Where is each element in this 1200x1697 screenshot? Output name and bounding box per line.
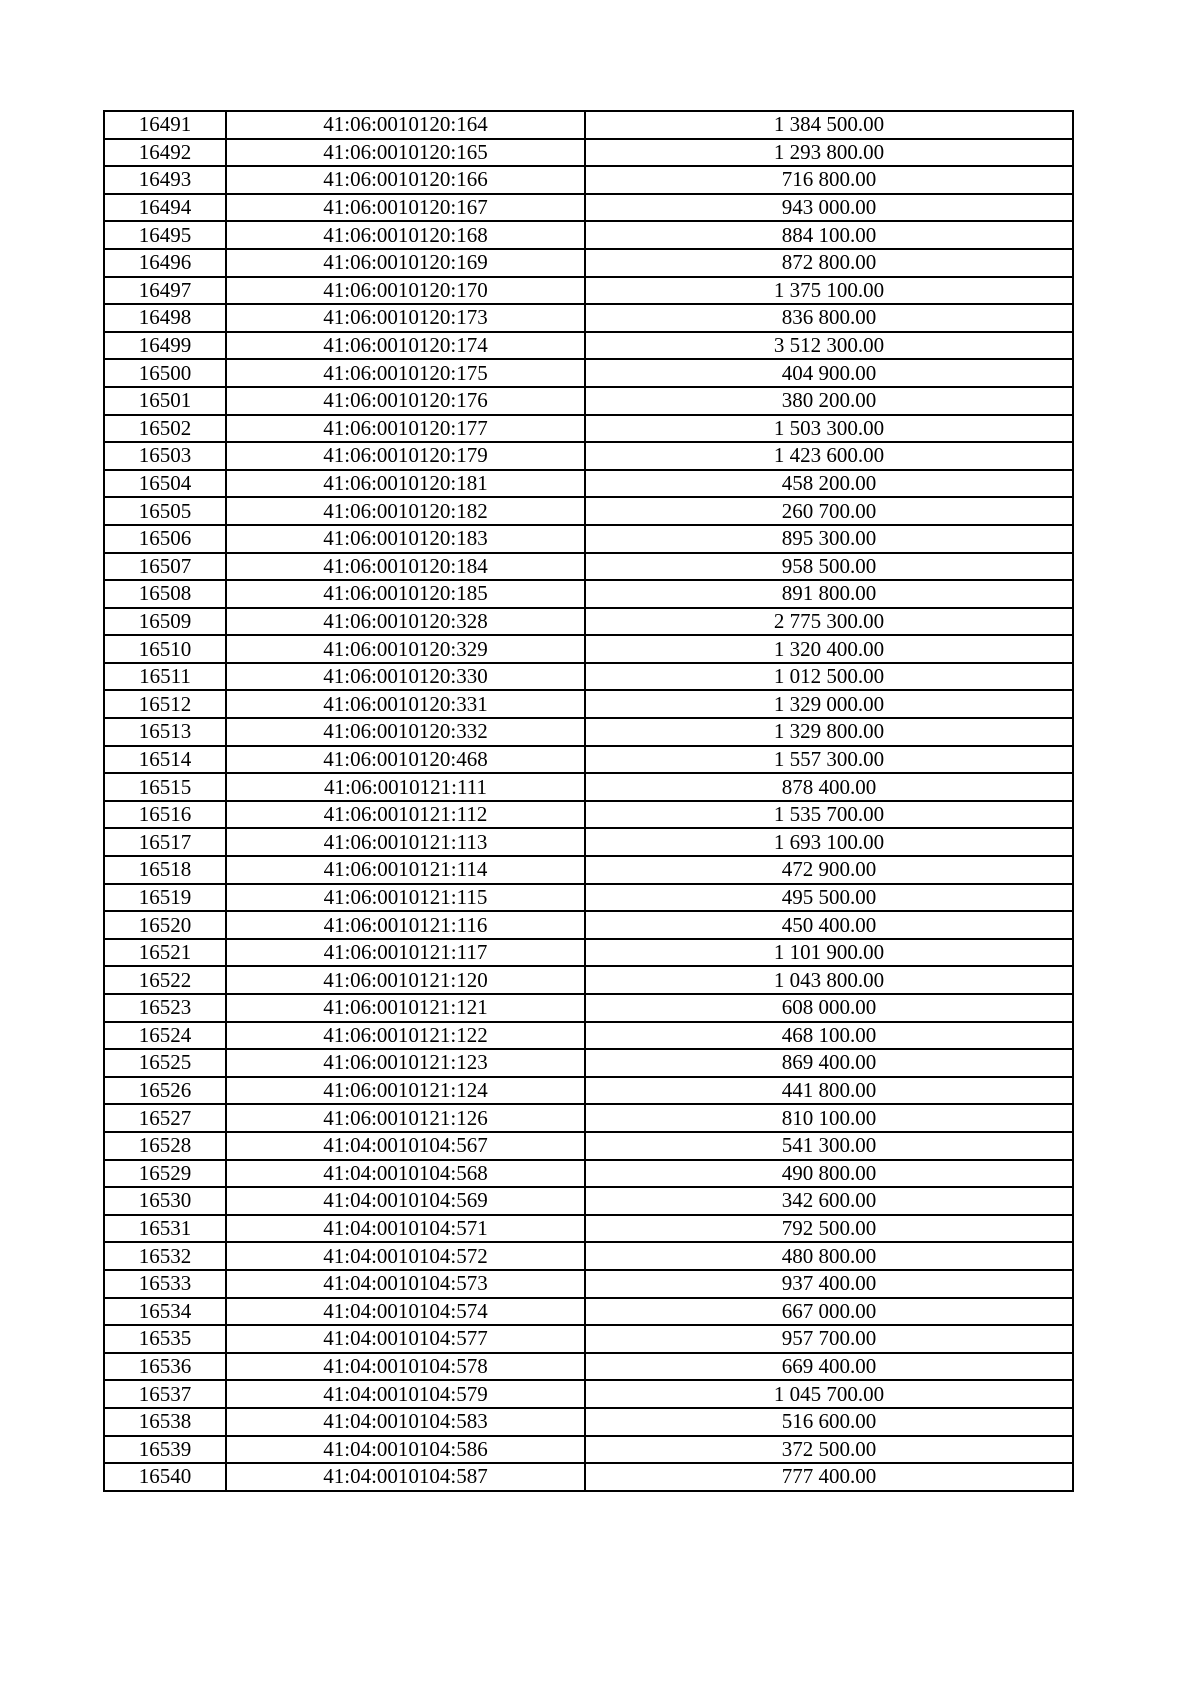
- table-row: [104, 221, 1073, 249]
- cadastral-number-cell: 41:06:0010120:164: [226, 111, 585, 139]
- table-row: [104, 1132, 1073, 1160]
- cadastral-value-cell: 480 800.00: [585, 1242, 1073, 1270]
- cadastral-number-cell: 41:06:0010120:169: [226, 249, 585, 277]
- cadastral-number-cell: 41:04:0010104:569: [226, 1187, 585, 1215]
- cadastral-value-cell: 836 800.00: [585, 304, 1073, 332]
- row-number-cell: 16533: [104, 1270, 226, 1298]
- row-number-cell: 16498: [104, 304, 226, 332]
- cadastral-value-cell: 792 500.00: [585, 1215, 1073, 1243]
- cadastral-value-cell: 869 400.00: [585, 1049, 1073, 1077]
- cadastral-number-cell: 41:04:0010104:574: [226, 1298, 585, 1326]
- row-number-cell: 16514: [104, 746, 226, 774]
- table-row: [104, 111, 1073, 139]
- cadastral-number-cell: 41:04:0010104:567: [226, 1132, 585, 1160]
- cadastral-number-cell: 41:04:0010104:568: [226, 1160, 585, 1188]
- cadastral-value-cell: 260 700.00: [585, 497, 1073, 525]
- cadastral-number-cell: 41:06:0010120:183: [226, 525, 585, 553]
- table-row: [104, 166, 1073, 194]
- cadastral-value-cell: 891 800.00: [585, 580, 1073, 608]
- cadastral-value-cell: 380 200.00: [585, 387, 1073, 415]
- cadastral-number-cell: 41:06:0010120:332: [226, 718, 585, 746]
- cadastral-value-cell: 472 900.00: [585, 856, 1073, 884]
- table-row: [104, 690, 1073, 718]
- cadastral-value-cell: 878 400.00: [585, 773, 1073, 801]
- row-number-cell: 16510: [104, 635, 226, 663]
- table-body: [104, 111, 1073, 1491]
- cadastral-value-cell: 1 535 700.00: [585, 801, 1073, 829]
- cadastral-number-cell: 41:06:0010121:126: [226, 1104, 585, 1132]
- cadastral-value-cell: 458 200.00: [585, 470, 1073, 498]
- row-number-cell: 16525: [104, 1049, 226, 1077]
- row-number-cell: 16540: [104, 1463, 226, 1491]
- row-number-cell: 16519: [104, 884, 226, 912]
- cadastral-value-cell: 404 900.00: [585, 359, 1073, 387]
- table-row: [104, 856, 1073, 884]
- cadastral-value-table: [103, 110, 1074, 1492]
- cadastral-value-cell: 1 384 500.00: [585, 111, 1073, 139]
- table-row: [104, 1436, 1073, 1464]
- cadastral-value-cell: 1 503 300.00: [585, 415, 1073, 443]
- row-number-cell: 16494: [104, 194, 226, 222]
- row-number-cell: 16511: [104, 663, 226, 691]
- cadastral-number-cell: 41:06:0010120:184: [226, 553, 585, 581]
- cadastral-number-cell: 41:06:0010120:175: [226, 359, 585, 387]
- row-number-cell: 16532: [104, 1242, 226, 1270]
- table-row: [104, 387, 1073, 415]
- cadastral-number-cell: 41:06:0010120:179: [226, 442, 585, 470]
- table-row: [104, 884, 1073, 912]
- cadastral-number-cell: 41:06:0010121:112: [226, 801, 585, 829]
- cadastral-number-cell: 41:06:0010121:116: [226, 911, 585, 939]
- row-number-cell: 16507: [104, 553, 226, 581]
- table-row: [104, 1215, 1073, 1243]
- table-row: [104, 442, 1073, 470]
- row-number-cell: 16526: [104, 1077, 226, 1105]
- table-row: [104, 415, 1073, 443]
- cadastral-value-cell: 1 693 100.00: [585, 828, 1073, 856]
- row-number-cell: 16518: [104, 856, 226, 884]
- cadastral-value-cell: 1 375 100.00: [585, 277, 1073, 305]
- cadastral-value-cell: 1 045 700.00: [585, 1380, 1073, 1408]
- row-number-cell: 16506: [104, 525, 226, 553]
- table-row: [104, 1187, 1073, 1215]
- row-number-cell: 16530: [104, 1187, 226, 1215]
- table-row: [104, 966, 1073, 994]
- cadastral-number-cell: 41:06:0010120:168: [226, 221, 585, 249]
- row-number-cell: 16516: [104, 801, 226, 829]
- cadastral-value-cell: 943 000.00: [585, 194, 1073, 222]
- table-row: [104, 1298, 1073, 1326]
- row-number-cell: 16523: [104, 994, 226, 1022]
- row-number-cell: 16508: [104, 580, 226, 608]
- cadastral-value-cell: 450 400.00: [585, 911, 1073, 939]
- cadastral-value-cell: 1 557 300.00: [585, 746, 1073, 774]
- cadastral-value-cell: 3 512 300.00: [585, 332, 1073, 360]
- row-number-cell: 16495: [104, 221, 226, 249]
- row-number-cell: 16500: [104, 359, 226, 387]
- table-row: [104, 1270, 1073, 1298]
- cadastral-value-cell: 2 775 300.00: [585, 608, 1073, 636]
- row-number-cell: 16524: [104, 1022, 226, 1050]
- table-row: [104, 1353, 1073, 1381]
- table-row: [104, 1049, 1073, 1077]
- table-row: [104, 304, 1073, 332]
- table-row: [104, 608, 1073, 636]
- cadastral-number-cell: 41:06:0010121:117: [226, 939, 585, 967]
- row-number-cell: 16501: [104, 387, 226, 415]
- row-number-cell: 16499: [104, 332, 226, 360]
- cadastral-value-cell: 1 329 000.00: [585, 690, 1073, 718]
- table-row: [104, 635, 1073, 663]
- row-number-cell: 16520: [104, 911, 226, 939]
- table-row: [104, 939, 1073, 967]
- cadastral-value-cell: 372 500.00: [585, 1436, 1073, 1464]
- cadastral-number-cell: 41:06:0010121:124: [226, 1077, 585, 1105]
- table-row: [104, 139, 1073, 167]
- cadastral-number-cell: 41:06:0010121:120: [226, 966, 585, 994]
- table-row: [104, 994, 1073, 1022]
- cadastral-number-cell: 41:06:0010120:176: [226, 387, 585, 415]
- cadastral-value-cell: 441 800.00: [585, 1077, 1073, 1105]
- cadastral-value-cell: 541 300.00: [585, 1132, 1073, 1160]
- table-row: [104, 1160, 1073, 1188]
- table-row: [104, 497, 1073, 525]
- table-row: [104, 746, 1073, 774]
- table-row: [104, 911, 1073, 939]
- cadastral-value-cell: 468 100.00: [585, 1022, 1073, 1050]
- table-row: [104, 277, 1073, 305]
- row-number-cell: 16537: [104, 1380, 226, 1408]
- row-number-cell: 16529: [104, 1160, 226, 1188]
- row-number-cell: 16536: [104, 1353, 226, 1381]
- cadastral-number-cell: 41:04:0010104:586: [226, 1436, 585, 1464]
- cadastral-value-cell: 608 000.00: [585, 994, 1073, 1022]
- table-row: [104, 1022, 1073, 1050]
- cadastral-number-cell: 41:06:0010121:123: [226, 1049, 585, 1077]
- cadastral-value-cell: 667 000.00: [585, 1298, 1073, 1326]
- cadastral-number-cell: 41:06:0010120:468: [226, 746, 585, 774]
- cadastral-number-cell: 41:06:0010120:167: [226, 194, 585, 222]
- cadastral-number-cell: 41:04:0010104:579: [226, 1380, 585, 1408]
- table-row: [104, 718, 1073, 746]
- cadastral-value-cell: 1 101 900.00: [585, 939, 1073, 967]
- cadastral-number-cell: 41:06:0010120:331: [226, 690, 585, 718]
- table-row: [104, 1077, 1073, 1105]
- cadastral-number-cell: 41:06:0010120:165: [226, 139, 585, 167]
- cadastral-number-cell: 41:06:0010120:177: [226, 415, 585, 443]
- row-number-cell: 16509: [104, 608, 226, 636]
- row-number-cell: 16505: [104, 497, 226, 525]
- row-number-cell: 16528: [104, 1132, 226, 1160]
- cadastral-number-cell: 41:06:0010120:170: [226, 277, 585, 305]
- table-row: [104, 773, 1073, 801]
- row-number-cell: 16493: [104, 166, 226, 194]
- cadastral-number-cell: 41:04:0010104:573: [226, 1270, 585, 1298]
- row-number-cell: 16496: [104, 249, 226, 277]
- cadastral-number-cell: 41:06:0010121:121: [226, 994, 585, 1022]
- row-number-cell: 16522: [104, 966, 226, 994]
- row-number-cell: 16512: [104, 690, 226, 718]
- cadastral-value-cell: 1 293 800.00: [585, 139, 1073, 167]
- table-row: [104, 828, 1073, 856]
- cadastral-number-cell: 41:06:0010120:329: [226, 635, 585, 663]
- row-number-cell: 16521: [104, 939, 226, 967]
- table-row: [104, 1463, 1073, 1491]
- cadastral-number-cell: 41:04:0010104:583: [226, 1408, 585, 1436]
- cadastral-number-cell: 41:06:0010121:111: [226, 773, 585, 801]
- table-row: [104, 1104, 1073, 1132]
- table-row: [104, 470, 1073, 498]
- cadastral-number-cell: 41:04:0010104:587: [226, 1463, 585, 1491]
- row-number-cell: 16497: [104, 277, 226, 305]
- row-number-cell: 16534: [104, 1298, 226, 1326]
- cadastral-value-cell: 957 700.00: [585, 1325, 1073, 1353]
- cadastral-number-cell: 41:04:0010104:577: [226, 1325, 585, 1353]
- row-number-cell: 16504: [104, 470, 226, 498]
- cadastral-number-cell: 41:06:0010120:181: [226, 470, 585, 498]
- table-row: [104, 801, 1073, 829]
- cadastral-value-cell: 342 600.00: [585, 1187, 1073, 1215]
- row-number-cell: 16515: [104, 773, 226, 801]
- row-number-cell: 16492: [104, 139, 226, 167]
- cadastral-value-cell: 716 800.00: [585, 166, 1073, 194]
- row-number-cell: 16513: [104, 718, 226, 746]
- cadastral-value-cell: 884 100.00: [585, 221, 1073, 249]
- table-row: [104, 553, 1073, 581]
- table-row: [104, 332, 1073, 360]
- row-number-cell: 16527: [104, 1104, 226, 1132]
- row-number-cell: 16531: [104, 1215, 226, 1243]
- cadastral-number-cell: 41:04:0010104:571: [226, 1215, 585, 1243]
- cadastral-value-cell: 1 423 600.00: [585, 442, 1073, 470]
- cadastral-number-cell: 41:06:0010121:122: [226, 1022, 585, 1050]
- cadastral-value-cell: 777 400.00: [585, 1463, 1073, 1491]
- cadastral-number-cell: 41:06:0010121:114: [226, 856, 585, 884]
- cadastral-value-cell: 1 012 500.00: [585, 663, 1073, 691]
- cadastral-value-cell: 1 329 800.00: [585, 718, 1073, 746]
- cadastral-number-cell: 41:04:0010104:572: [226, 1242, 585, 1270]
- row-number-cell: 16517: [104, 828, 226, 856]
- table-row: [104, 359, 1073, 387]
- table-row: [104, 525, 1073, 553]
- table-row: [104, 580, 1073, 608]
- row-number-cell: 16491: [104, 111, 226, 139]
- cadastral-number-cell: 41:06:0010120:330: [226, 663, 585, 691]
- cadastral-number-cell: 41:06:0010120:328: [226, 608, 585, 636]
- table-row: [104, 194, 1073, 222]
- table-row: [104, 249, 1073, 277]
- cadastral-number-cell: 41:06:0010120:174: [226, 332, 585, 360]
- cadastral-value-cell: 872 800.00: [585, 249, 1073, 277]
- cadastral-number-cell: 41:06:0010120:166: [226, 166, 585, 194]
- cadastral-number-cell: 41:06:0010121:113: [226, 828, 585, 856]
- cadastral-value-cell: 895 300.00: [585, 525, 1073, 553]
- row-number-cell: 16502: [104, 415, 226, 443]
- row-number-cell: 16539: [104, 1436, 226, 1464]
- row-number-cell: 16538: [104, 1408, 226, 1436]
- table-row: [104, 1325, 1073, 1353]
- row-number-cell: 16535: [104, 1325, 226, 1353]
- cadastral-value-cell: 1 320 400.00: [585, 635, 1073, 663]
- cadastral-value-cell: 958 500.00: [585, 553, 1073, 581]
- table-row: [104, 1242, 1073, 1270]
- cadastral-value-cell: 937 400.00: [585, 1270, 1073, 1298]
- cadastral-value-cell: 669 400.00: [585, 1353, 1073, 1381]
- cadastral-number-cell: 41:04:0010104:578: [226, 1353, 585, 1381]
- cadastral-number-cell: 41:06:0010120:182: [226, 497, 585, 525]
- cadastral-value-cell: 1 043 800.00: [585, 966, 1073, 994]
- cadastral-value-cell: 810 100.00: [585, 1104, 1073, 1132]
- cadastral-number-cell: 41:06:0010120:185: [226, 580, 585, 608]
- table-row: [104, 1380, 1073, 1408]
- cadastral-value-cell: 516 600.00: [585, 1408, 1073, 1436]
- table-row: [104, 663, 1073, 691]
- cadastral-value-cell: 495 500.00: [585, 884, 1073, 912]
- cadastral-number-cell: 41:06:0010120:173: [226, 304, 585, 332]
- table-row: [104, 1408, 1073, 1436]
- cadastral-number-cell: 41:06:0010121:115: [226, 884, 585, 912]
- row-number-cell: 16503: [104, 442, 226, 470]
- cadastral-value-cell: 490 800.00: [585, 1160, 1073, 1188]
